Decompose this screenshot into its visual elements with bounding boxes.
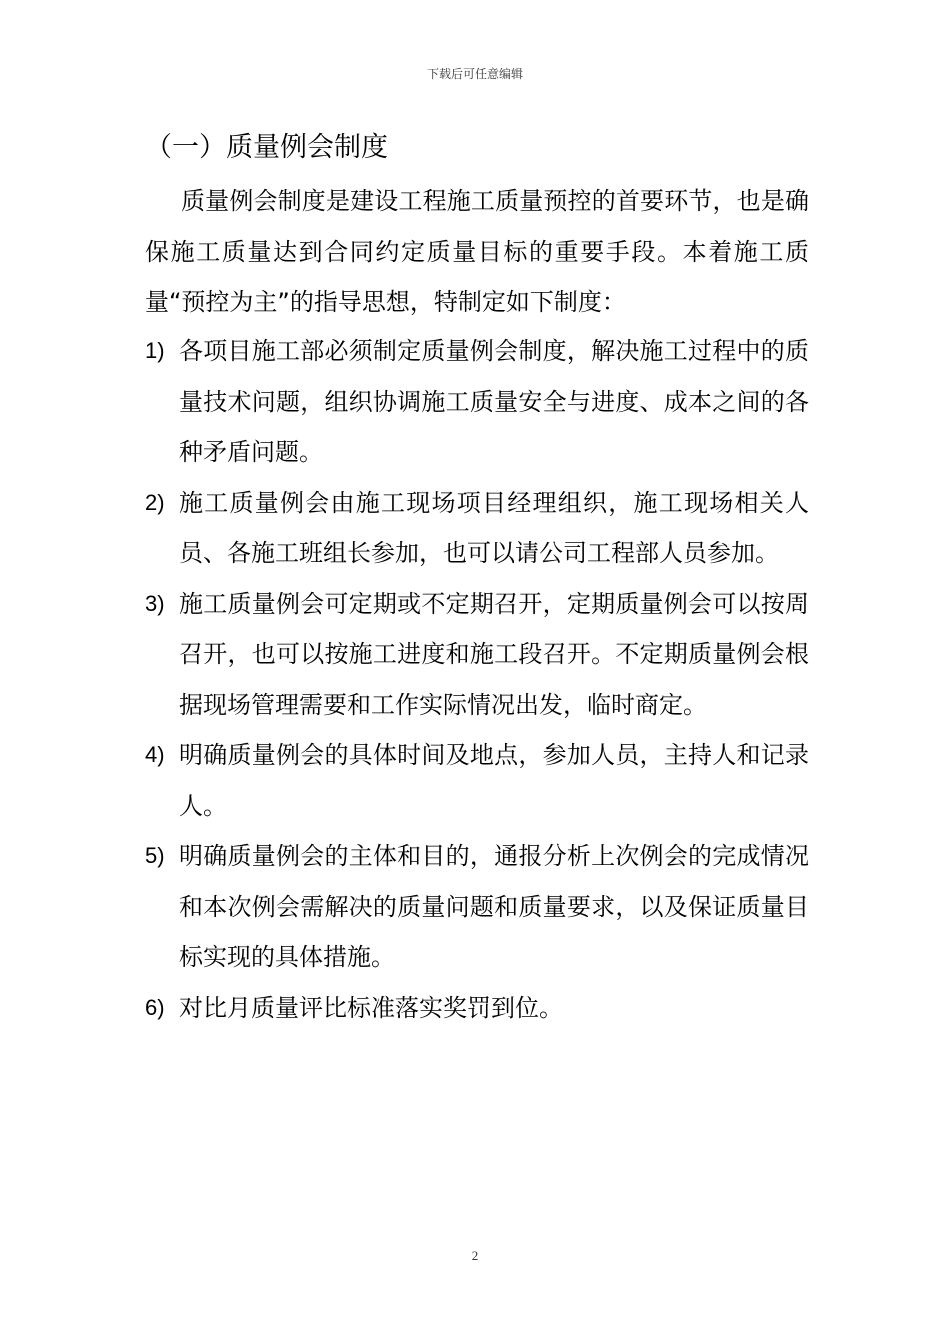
rule-text: 施工质量例会可定期或不定期召开，定期质量例会可以按周召开，也可以按施工进度和施工段召开。不定期质量例会根据现场管理需要和工作实际情况出发，临时商定。 xyxy=(179,589,809,719)
rule-item-3 xyxy=(145,579,809,731)
rule-number: 5) xyxy=(145,843,165,868)
rule-item-2 xyxy=(145,478,809,579)
rule-item-6 xyxy=(145,983,809,1034)
rule-number: 2) xyxy=(145,489,165,515)
rule-text: 施工质量例会由施工现场项目经理组织，施工现场相关人员、各施工班组长参加，也可以请公司工程部人员参加。 xyxy=(179,488,809,567)
page-header: 下载后可任意编辑 xyxy=(426,67,523,81)
rules-list xyxy=(145,326,809,1033)
rule-text: 明确质量例会的具体时间及地点，参加人员，主持人和记录人。 xyxy=(179,741,809,820)
rule-item-5 xyxy=(145,831,809,983)
rule-number: 4) xyxy=(145,742,165,767)
rule-text: 各项目施工部必须制定质量例会制度，解决施工过程中的质量技术问题，组织协调施工质量安全与进度、成本之间的各种矛盾问题。 xyxy=(179,337,809,466)
rule-text: 明确质量例会的主体和目的，通报分析上次例会的完成情况和本次例会需解决的质量问题和质量要求，以及保证质量目标实现的具体措施。 xyxy=(179,842,809,971)
rule-number: 6) xyxy=(145,994,165,1020)
page-number: 2 xyxy=(471,1248,479,1263)
rule-number: 3) xyxy=(145,590,165,616)
rule-item-1 xyxy=(145,326,809,478)
section-title: （一）质量例会制度 xyxy=(145,132,388,163)
intro-paragraph: 质量例会制度是建设工程施工质量预控的首要环节，也是确保施工质量达到合同约定质量目标的重要手段。本着施工质量“预控为主”的指导思想，特制定如下制度： xyxy=(145,187,809,316)
rule-text: 对比月质量评比标准落实奖罚到位。 xyxy=(179,993,563,1022)
rule-item-4 xyxy=(145,730,809,831)
rule-number: 1) xyxy=(145,338,165,363)
